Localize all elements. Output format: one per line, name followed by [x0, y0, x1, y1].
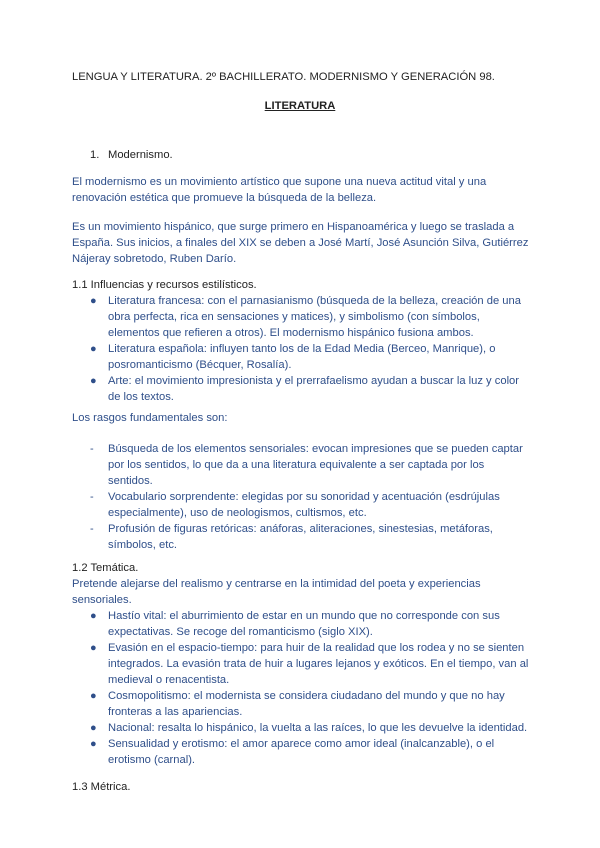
bullet-icon: ● — [90, 375, 97, 387]
list-item-line: Sensualidad y erotismo: el amor aparece como amor ideal (inalcanzable), o el — [108, 738, 495, 750]
list-item-line: posromanticismo (Bécquer, Rosalía). — [108, 359, 292, 371]
subsection-heading: 1.2 Temática. — [72, 562, 139, 574]
list-item-line: Profusión de figuras retóricas: anáforas, aliteraciones, sinestesias, metáforas, — [108, 523, 493, 535]
list-item-line: erotismo (carnal). — [108, 754, 196, 766]
list-item-line: símbolos, etc. — [108, 539, 178, 551]
dash-icon: - — [90, 491, 94, 503]
list-item-line: integrados. La evasión trata de huir a lugares lejanos y exóticos. En el tiempo, van al — [108, 658, 529, 670]
subsection-heading: 1.1 Influencias y recursos estilísticos. — [72, 279, 257, 291]
bullet-icon: ● — [90, 343, 97, 355]
bullet-icon: ● — [90, 610, 97, 622]
list-item-line: sentidos. — [108, 475, 153, 487]
list-item-line: Literatura francesa: con el parnasianismo (búsqueda de la belleza, creación de una — [108, 295, 521, 307]
paragraph-line: España. Sus inicios, a finales del XIX se deben a José Martí, José Asunción Silva, Gutiérrez — [72, 237, 529, 249]
list-item-line: Nacional: resalta lo hispánico, la vuelta a las raíces, lo que les devuelve la identidad. — [108, 722, 528, 734]
list-item-line: Cosmopolitismo: el modernista se considera ciudadano del mundo y que no hay — [108, 690, 505, 702]
list-item-line: Vocabulario sorprendente: elegidas por su sonoridad y acentuación (esdrújulas — [108, 491, 500, 503]
list-item-line: fronteras a las apariencias. — [108, 706, 243, 718]
bullet-icon: ● — [90, 642, 97, 654]
paragraph-line: Los rasgos fundamentales son: — [72, 412, 228, 424]
paragraph-line: renovación estética que promueve la búsqueda de la belleza. — [72, 192, 377, 204]
bullet-icon: ● — [90, 722, 97, 734]
section-title: Modernismo. — [108, 149, 173, 161]
paragraph-line: Es un movimiento hispánico, que surge primero en Hispanoamérica y luego se traslada a — [72, 221, 515, 233]
list-item-line: Búsqueda de los elementos sensoriales: evocan impresiones que se pueden captar — [108, 443, 523, 455]
bullet-icon: ● — [90, 295, 97, 307]
list-item-line: Evasión en el espacio-tiempo: para huir de la realidad que los rodea y no se sienten — [108, 642, 525, 654]
list-item-line: Arte: el movimiento impresionista y el prerrafaelismo ayudan a buscar la luz y color — [108, 375, 520, 387]
list-item-line: Hastío vital: el aburrimiento de estar en un mundo que no corresponde con sus — [108, 610, 500, 622]
list-item-line: Literatura española: influyen tanto los de la Edad Media (Berceo, Manrique), o — [108, 343, 496, 355]
paragraph-line: sensoriales. — [72, 594, 132, 606]
paragraph-line: Nájeray sobretodo, Ruben Darío. — [72, 253, 237, 265]
list-item-line: medieval o renacentista. — [108, 674, 230, 686]
section-number: 1. — [90, 149, 100, 161]
bullet-icon: ● — [90, 738, 97, 750]
section-heading: LITERATURA — [264, 100, 336, 112]
list-item-line: por los sentidos, lo que da a una literatura equivalente a ser captada por los — [108, 459, 485, 471]
list-item-line: especialmente), uso de neologismos, cultismos, etc. — [108, 507, 367, 519]
bullet-icon: ● — [90, 690, 97, 702]
paragraph-line: El modernismo es un movimiento artístico que supone una nueva actitud vital y una — [72, 176, 487, 188]
list-item-line: expectativas. Se recoge del romanticismo (siglo XIX). — [108, 626, 373, 638]
subsection-heading: 1.3 Métrica. — [72, 781, 131, 793]
list-item-line: elementos que refieren a otros). El modernismo hispánico fusiona ambos. — [108, 327, 474, 339]
list-item-line: de los textos. — [108, 391, 174, 403]
paragraph-line: Pretende alejarse del realismo y centrarse en la intimidad del poeta y experiencias — [72, 578, 481, 590]
dash-icon: - — [90, 443, 94, 455]
dash-icon: - — [90, 523, 94, 535]
document-title: LENGUA Y LITERATURA. 2º BACHILLERATO. MODERNISMO Y GENERACIÓN 98. — [72, 71, 495, 83]
list-item-line: obra perfecta, rica en sensaciones y matices), y simbolismo (con símbolos, — [108, 311, 480, 323]
